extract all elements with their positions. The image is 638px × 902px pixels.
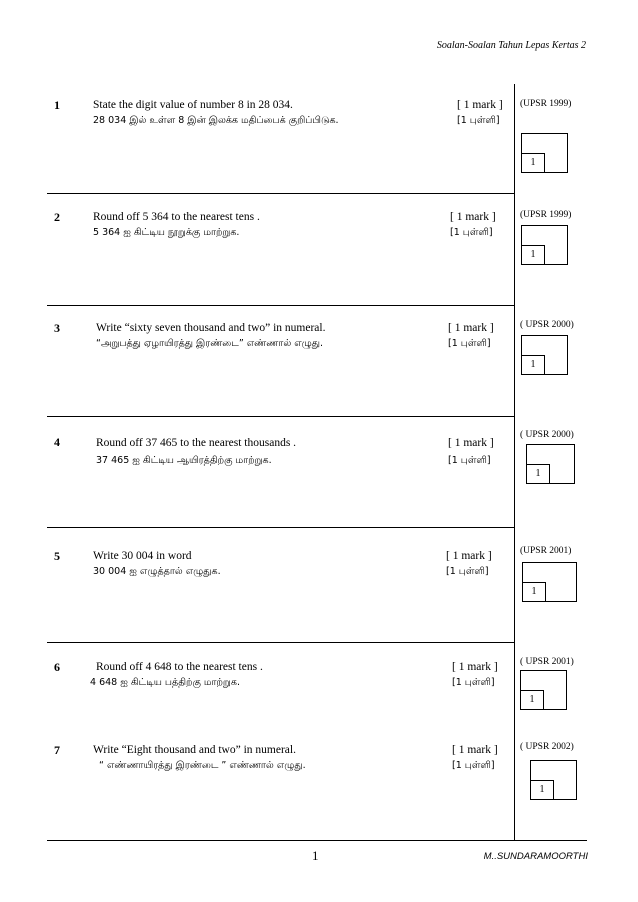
mark-label	[450, 209, 496, 241]
question-text-ta: 28 034 இல் உள்ள 8 இன் இலக்க மதிப்பைக் குறிப்பிடுக.	[93, 115, 339, 126]
mark-ta: [1 புள்ளி]	[448, 338, 491, 349]
mark-label	[448, 320, 494, 352]
score-box: 1	[530, 780, 554, 800]
question-text	[93, 97, 339, 129]
question-text-ta: 4 648 ஐ கிட்டிய பத்திற்கு மாற்றுக.	[90, 677, 240, 688]
page-number: 1	[312, 848, 319, 863]
question-text-en: Write “Eight thousand and two” in numeral.	[93, 744, 296, 756]
question-text	[93, 209, 260, 241]
question-number: 7	[54, 743, 60, 757]
question-text-ta: “ எண்ணாயிரத்து இரண்டை ” எண்ணால் எழுது.	[99, 760, 306, 771]
source-label: ( UPSR 2000)	[520, 320, 574, 330]
question-divider	[47, 416, 514, 417]
answer-box	[521, 335, 568, 375]
score-box: 1	[521, 355, 545, 375]
question-text-ta: “அறுபத்து ஏழாயிரத்து இரண்டை” எண்ணால் எழுது.	[96, 338, 324, 349]
mark-en: [ 1 mark ]	[457, 99, 503, 111]
mark-label	[457, 97, 503, 129]
answer-box	[526, 444, 575, 484]
question-number: 1	[54, 98, 60, 112]
question-text	[93, 742, 306, 774]
source-label: (UPSR 2001)	[520, 546, 572, 556]
source-label: (UPSR 1999)	[520, 210, 572, 220]
question-number: 4	[54, 435, 60, 449]
question-text	[96, 320, 325, 352]
question-divider	[47, 305, 514, 306]
question-text-ta: 30 004 ஐ எழுத்தால் எழுதுக.	[93, 566, 221, 577]
mark-label	[452, 659, 498, 691]
score-box: 1	[521, 153, 545, 173]
answer-box	[520, 670, 567, 710]
mark-en: [ 1 mark ]	[452, 744, 498, 756]
mark-ta: [1 புள்ளி]	[446, 566, 489, 577]
author-name: M..SUNDARAMOORTHI	[483, 851, 588, 862]
question-text-en: Write “sixty seven thousand and two” in numeral.	[96, 322, 326, 334]
column-divider	[514, 84, 515, 840]
question-divider	[47, 642, 514, 643]
question-number: 6	[54, 660, 60, 674]
source-label: (UPSR 1999)	[520, 99, 572, 109]
mark-en: [ 1 mark ]	[450, 211, 496, 223]
mark-en: [ 1 mark ]	[446, 550, 492, 562]
answer-box	[521, 133, 568, 173]
footer-divider	[47, 840, 587, 841]
mark-label	[448, 434, 494, 470]
question-text-ta: 5 364 ஐ கிட்டிய நூறுக்கு மாற்றுக.	[93, 227, 240, 238]
score-box: 1	[526, 464, 550, 484]
source-label: ( UPSR 2000)	[520, 430, 574, 440]
page-header: Soalan-Soalan Tahun Lepas Kertas 2	[436, 40, 586, 51]
answer-box	[521, 225, 568, 265]
question-text	[90, 659, 263, 691]
question-number: 5	[54, 549, 60, 563]
question-number: 2	[54, 210, 60, 224]
question-text-ta: 37 465 ஐ கிட்டிய ஆயிரத்திற்கு மாற்றுக.	[96, 455, 272, 466]
mark-ta: [1 புள்ளி]	[448, 455, 491, 466]
question-number: 3	[54, 321, 60, 335]
mark-ta: [1 புள்ளி]	[452, 760, 495, 771]
mark-ta: [1 புள்ளி]	[450, 227, 493, 238]
question-divider	[47, 193, 514, 194]
mark-ta: [1 புள்ளி]	[452, 677, 495, 688]
mark-en: [ 1 mark ]	[448, 437, 494, 449]
question-text	[96, 434, 296, 470]
question-text-en: Round off 5 364 to the nearest tens .	[93, 211, 260, 223]
question-text-en: State the digit value of number 8 in 28 034.	[93, 99, 293, 111]
source-label: ( UPSR 2002)	[520, 742, 574, 752]
mark-label	[446, 548, 492, 580]
mark-en: [ 1 mark ]	[448, 322, 494, 334]
score-box: 1	[522, 582, 546, 602]
score-box: 1	[520, 690, 544, 710]
mark-label	[452, 742, 498, 774]
question-divider	[47, 527, 514, 528]
score-box: 1	[521, 245, 545, 265]
question-text	[93, 548, 221, 580]
question-text-en: Write 30 004 in word	[93, 550, 192, 562]
question-text-en: Round off 37 465 to the nearest thousands .	[96, 437, 297, 449]
question-text-en: Round off 4 648 to the nearest tens .	[96, 661, 263, 673]
mark-en: [ 1 mark ]	[452, 661, 498, 673]
source-label: ( UPSR 2001)	[520, 657, 574, 667]
answer-box	[522, 562, 577, 602]
answer-box	[530, 760, 577, 800]
mark-ta: [1 புள்ளி]	[457, 115, 500, 126]
